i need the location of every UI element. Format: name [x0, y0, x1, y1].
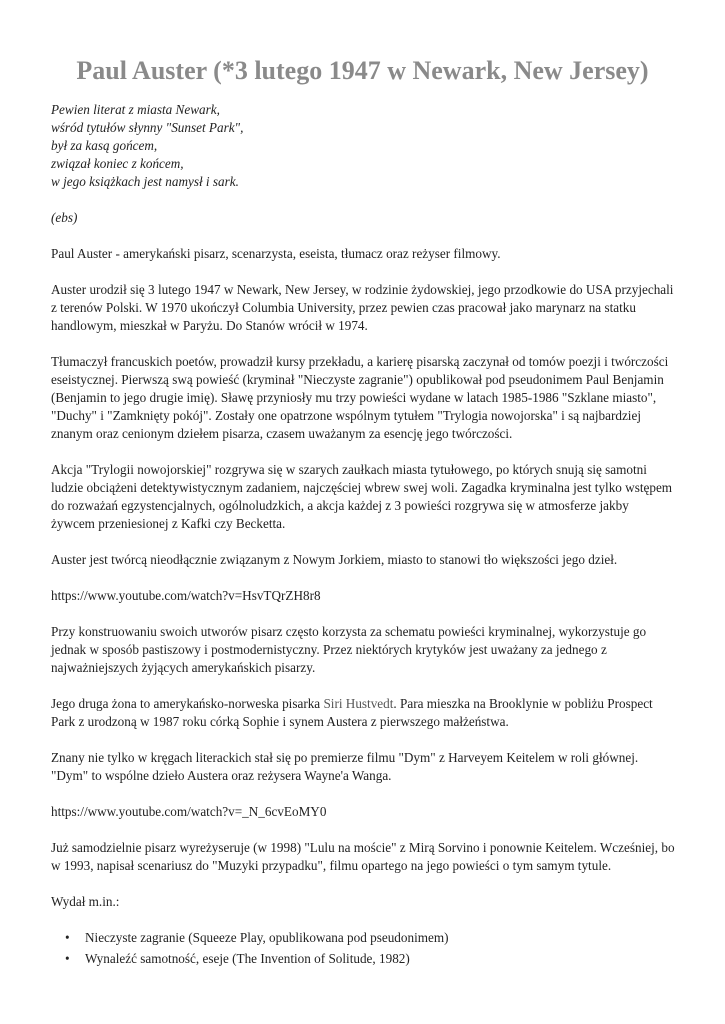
youtube-url-1: https://www.youtube.com/watch?v=HsvTQrZH8r8 [51, 588, 321, 603]
paragraph-style: Przy konstruowaniu swoich utworów pisarz często korzysta za schematu powieści kryminalnej, wykorzystuje go jednak w sposób pastiszowy i postmodernistyczny. Przez niektórych krytyków jest uważany za jednego z najważniejszych żyjących amerykańskich pisarzy. [51, 624, 647, 675]
poem-line: Pewien literat z miasta Newark, [51, 102, 220, 117]
list-item [51, 950, 676, 968]
youtube-url-2: https://www.youtube.com/watch?v=_N_6cvEoMY0 [51, 804, 327, 819]
article-body [51, 101, 676, 971]
book-title: Nieczyste zagranie (Squeeze Play, opublikowana pod pseudonimem) [85, 930, 449, 945]
list-item [51, 929, 676, 947]
paragraph-trilogy: Akcja "Trylogii nowojorskiej" rozgrywa się w szarych zaułkach miasta tytułowego, po których snują się samotni ludzie obciążeni detektywistycznym zadaniem, najczęściej wbrew swej woli. Zagadka kryminalna jest tylko wstępem do rozważań egzystencjalnych, ogólnoludzkich, a akcja każdej z 3 powieści rozgrywa się w atmosferze jakby żywcem przeniesionej z Kafki czy Becketta. [51, 462, 673, 531]
limerick-poem [51, 101, 676, 191]
paragraph-directing: Już samodzielnie pisarz wyreżyseruje (w 1998) "Lulu na moście" z Mirą Sorvino i ponownie Keitelem. Wcześniej, bo w 1993, napisał scenariusz do "Muzyki przypadku", filmu opartego na jego powieści o tym samym tytule. [51, 840, 675, 873]
page-title: Paul Auster (*3 lutego 1947 w Newark, New Jersey) [76, 56, 649, 85]
paragraph-film: Znany nie tylko w kręgach literackich stał się po premierze filmu "Dym" z Harveyem Keitelem w roli głównej. "Dym" to wspólne dzieło Austera oraz reżysera Wayne'a Wanga. [51, 750, 639, 783]
paragraph-career: Tłumaczył francuskich poetów, prowadził kursy przekładu, a karierę pisarską zaczynał od tomów poezji i twórczości eseistycznej. Pierwszą swą powieść (kryminał "Nieczyste zagranie") opublikował pod pseudonimem Paul Benjamin (Benjamin to jego drugie imię). Sławę przyniosły mu trzy powieści wydane w latach 1985-1986 "Szklane miasto", "Duchy" i "Zamknięty pokój". Zostały one opatrzone wspólnym tytułem "Trylogia nowojorska" i są najbardziej znanym oraz cenionym dziełem pisarza, czasem uważanym za esencję jego twórczości. [51, 354, 669, 441]
books-list [51, 929, 676, 968]
book-title: Wynaleźć samotność, eseje (The Invention of Solitude, 1982) [85, 951, 410, 966]
paragraph-wife [51, 695, 676, 731]
bullet-icon: • [65, 951, 70, 966]
paragraph-bio: Auster urodził się 3 lutego 1947 w Newark, New Jersey, w rodzinie żydowskiej, jego przodkowie do USA przyjechali z terenów Polski. W 1970 ukończył Columbia University, przez pewien czas pracował jako marynarz na statku handlowym, mieszkał w Paryżu. Do Stanów wrócił w 1974. [51, 282, 674, 333]
siri-hustvedt-link[interactable]: Siri Hustvedt [323, 696, 394, 711]
paragraph-published: Wydał m.in.: [51, 894, 120, 909]
bullet-icon: • [65, 930, 70, 945]
wife-text-after: . Para mieszka na Brooklynie w pobliżu Prospect Park z urodzoną w 1987 roku córką Sophie i synem Austera z pierwszego małżeństwa. [51, 696, 653, 729]
poem-line: był za kasą gońcem, [51, 138, 158, 153]
poem-line: w jego książkach jest namysł i sark. [51, 174, 239, 189]
poem-line: związał koniec z końcem, [51, 156, 184, 171]
poem-signature: (ebs) [51, 210, 78, 225]
paragraph-new-york: Auster jest twórcą nieodłącznie związanym z Nowym Jorkiem, miasto to stanowi tło większości jego dzieł. [51, 552, 618, 567]
poem-line: wśród tytułów słynny "Sunset Park", [51, 120, 244, 135]
paragraph-intro: Paul Auster - amerykański pisarz, scenarzysta, eseista, tłumacz oraz reżyser filmowy. [51, 246, 501, 261]
wife-text-before: Jego druga żona to amerykańsko-norweska pisarka [51, 696, 324, 711]
